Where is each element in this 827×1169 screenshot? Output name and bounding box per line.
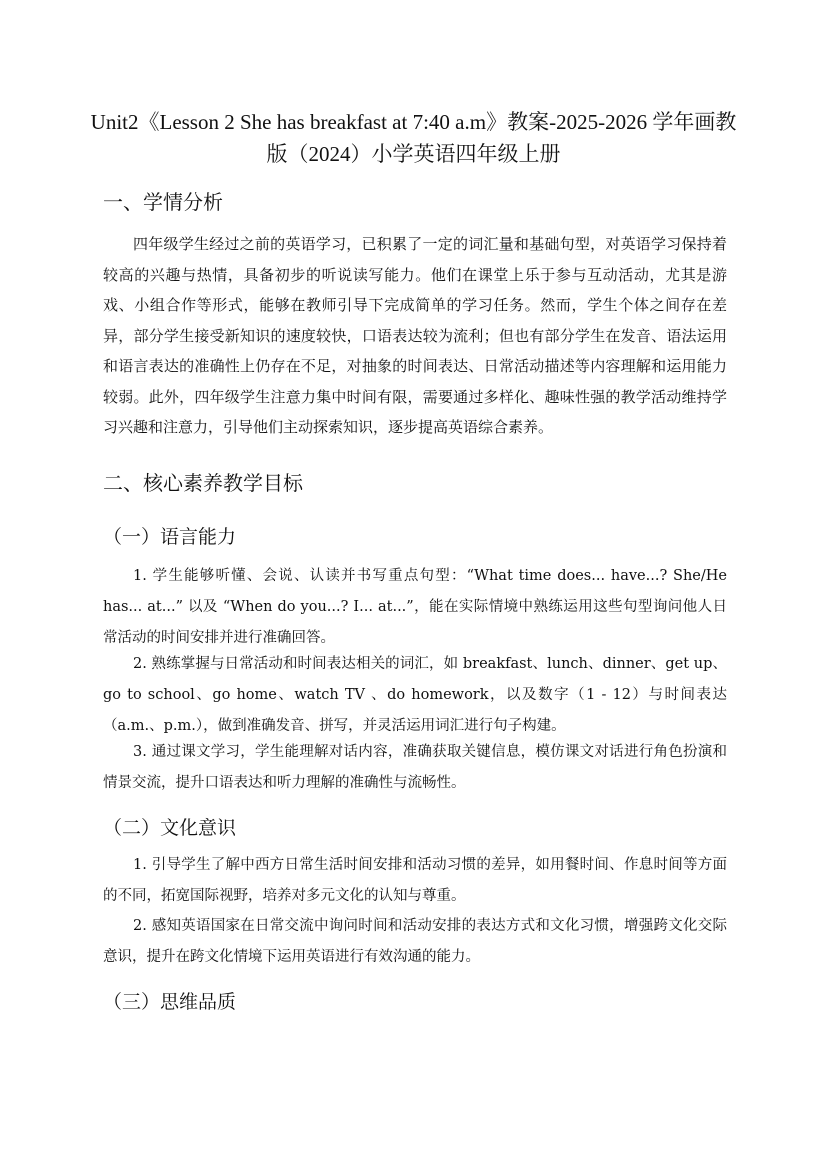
subsection-heading-language-ability: （一）语言能力: [103, 526, 237, 548]
cultural-awareness-item-1: 1. 引导学生了解中西方日常生活时间安排和活动习惯的差异，如用餐时间、作息时间等方面的不同，拓宽国际视野，培养对多元文化的认知与尊重。: [103, 857, 727, 904]
section-heading-teaching-goals: 二、核心素养教学目标: [103, 471, 303, 495]
cultural-awareness-item-2: 2. 感知英语国家在日常交流中询问时间和活动安排的表达方式和文化习惯，增强跨文化交际意识，提升在跨文化情境下运用英语进行有效沟通的能力。: [103, 918, 727, 965]
section-heading-learning-analysis: 一、学情分析: [103, 190, 223, 214]
language-ability-item-3: 3. 通过课文学习，学生能理解对话内容，准确获取关键信息，模仿课文对话进行角色扮演和情景交流，提升口语表达和听力理解的准确性与流畅性。: [103, 744, 727, 791]
learning-analysis-paragraph: 四年级学生经过之前的英语学习，已积累了一定的词汇量和基础句型，对英语学习保持着较高的兴趣与热情，具备初步的听说读写能力。他们在课堂上乐于参与互动活动，尤其是游戏、小组合作等形式，能够在教师引导下完成简单的学习任务。然而，学生个体之间存在差异，部分学生接受新知识的速度较快，口语表达较为流利；但也有部分学生在发音、语法运用和语言表达的准确性上仍存在不足，对抽象的时间表达、日常活动描述等内容理解和运用能力较弱。此外，四年级学生注意力集中时间有限，需要通过多样化、趣味性强的教学活动维持学习兴趣和注意力，引导他们主动探索知识，逐步提高英语综合素养。: [103, 235, 727, 436]
subsection-heading-thinking-quality: （三）思维品质: [103, 991, 237, 1013]
document-title: Unit2《Lesson 2 She has breakfast at 7:40 a.m》教案-2025-2026 学年画教版（2024）小学英语四年级上册: [90, 110, 737, 166]
subsection-heading-cultural-awareness: （二）文化意识: [103, 817, 237, 839]
language-ability-item-1: 1. 学生能够听懂、会说、认读并书写重点句型：“What time does... have...? She/He has... at...” 以及 “When do you...? I... at...”，能在实际情境中熟练运用这些句型询问他人日常活动的时间安排并进行准确回答。: [103, 568, 727, 646]
language-ability-item-2: 2. 熟练掌握与日常活动和时间表达相关的词汇，如 breakfast、lunch、dinner、get up、go to school、go home、watch TV 、do homework，以及数字（1 - 12）与时间表达（a.m.、p.m.），做到准确发音、拼写，并灵活运用词汇进行句子构建。: [103, 656, 727, 734]
